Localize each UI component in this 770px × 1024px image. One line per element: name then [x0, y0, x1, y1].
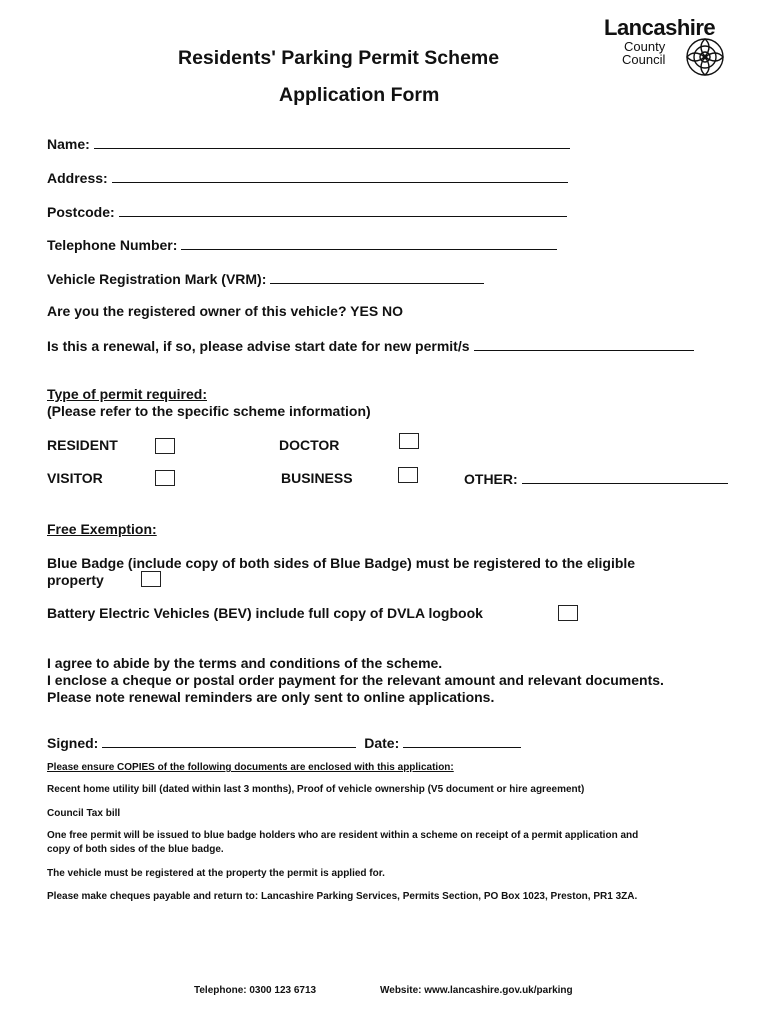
visitor-checkbox[interactable] [155, 470, 175, 486]
postcode-line[interactable] [119, 203, 567, 217]
telephone-label: Telephone Number: [47, 237, 178, 253]
doctor-label: DOCTOR [279, 437, 340, 453]
postcode-row [47, 203, 567, 220]
business-checkbox[interactable] [398, 467, 418, 483]
permit-type-note: (Please refer to the specific scheme information) [47, 403, 371, 419]
exemption-heading: Free Exemption: [47, 521, 157, 537]
telephone-row [47, 236, 557, 253]
agreement-line3: Please note renewal reminders are only sent to online applications. [47, 689, 495, 705]
signed-label: Signed: [47, 735, 99, 751]
form-subtitle: Application Form [279, 84, 440, 106]
council-tax-note: Council Tax bill [47, 808, 121, 819]
owner-question: Are you the registered owner of this vehicle? YES NO [47, 303, 404, 319]
signature-line[interactable] [102, 734, 356, 748]
bev-checkbox[interactable] [558, 605, 578, 621]
blue-badge-text-line1: Blue Badge (include copy of both sides of Blue Badge) must be registered to the eligible [47, 555, 636, 571]
business-label: BUSINESS [281, 470, 353, 486]
address-line[interactable] [112, 169, 568, 183]
date-label: Date: [364, 735, 400, 751]
vehicle-registered-note: The vehicle must be registered at the property the permit is applied for. [47, 868, 385, 879]
resident-checkbox[interactable] [155, 438, 175, 454]
permit-type-heading: Type of permit required: [47, 386, 207, 402]
name-row [47, 135, 570, 152]
form-title: Residents' Parking Permit Scheme [178, 47, 500, 69]
cheques-note: Please make cheques payable and return to: Lancashire Parking Services, Permits Section, PO Box 1023, Preston, PR1 3ZA. [47, 891, 638, 902]
free-permit-note-line2: copy of both sides of the blue badge. [47, 844, 224, 855]
logo-county: County [624, 39, 666, 54]
agreement-line2: I enclose a cheque or postal order payment for the relevant amount and relevant documents. [47, 672, 664, 688]
resident-label: RESIDENT [47, 437, 118, 453]
renewal-row [47, 337, 694, 354]
doctor-checkbox[interactable] [399, 433, 419, 449]
documents-list: Recent home utility bill (dated within last 3 months), Proof of vehicle ownership (V5 document or hire agreement) [47, 784, 585, 795]
signature-row [47, 734, 521, 751]
other-label: OTHER: [464, 471, 518, 487]
footer-telephone: Telephone: 0300 123 6713 [194, 985, 317, 996]
other-row [464, 470, 728, 487]
name-line[interactable] [94, 135, 570, 149]
name-label: Name: [47, 136, 90, 152]
address-label: Address: [47, 170, 108, 186]
logo-council: Council [622, 52, 666, 67]
logo-name: Lancashire [604, 15, 716, 40]
address-row [47, 169, 568, 186]
vrm-row [47, 270, 484, 287]
free-permit-note-line1: One free permit will be issued to blue badge holders who are resident within a scheme on receipt of a permit application and [47, 830, 639, 841]
other-line[interactable] [522, 470, 728, 484]
telephone-line[interactable] [181, 236, 557, 250]
agreement-line1: I agree to abide by the terms and conditions of the scheme. [47, 655, 443, 671]
renewal-date-line[interactable] [474, 337, 694, 351]
date-line[interactable] [403, 734, 521, 748]
postcode-label: Postcode: [47, 204, 115, 220]
documents-heading: Please ensure COPIES of the following documents are enclosed with this application: [47, 762, 454, 773]
footer-website: Website: www.lancashire.gov.uk/parking [380, 985, 573, 996]
visitor-label: VISITOR [47, 470, 103, 486]
vrm-line[interactable] [270, 270, 484, 284]
renewal-label: Is this a renewal, if so, please advise start date for new permit/s [47, 338, 470, 354]
vrm-label: Vehicle Registration Mark (VRM): [47, 271, 267, 287]
bev-text: Battery Electric Vehicles (BEV) include full copy of DVLA logbook [47, 605, 483, 621]
blue-badge-text-line2: property [47, 572, 104, 588]
blue-badge-checkbox[interactable] [141, 571, 161, 587]
red-rose-emblem-icon [679, 36, 731, 78]
